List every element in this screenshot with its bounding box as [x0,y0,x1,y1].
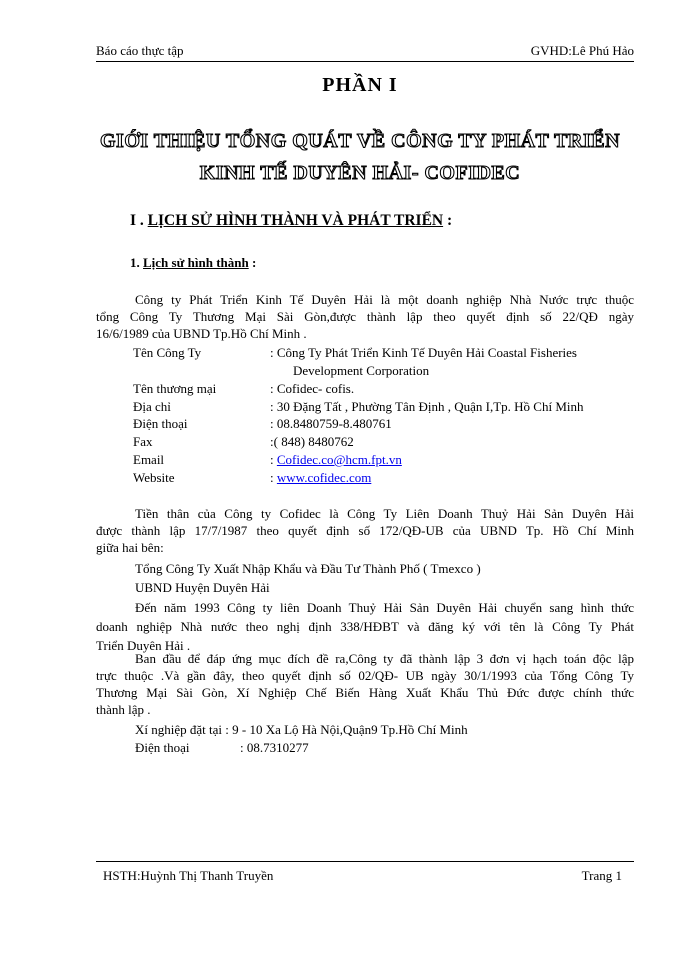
header-right: GVHD:Lê Phú Hảo [530,43,634,58]
phone-value: : 08.8480759-8.480761 [270,416,392,431]
subsection-suffix: : [248,255,257,270]
intro-line-2: tổng Công Ty Thương Mại Sài Gòn,được thành lập theo quyết định số 22/QĐ ngày [96,309,634,324]
factory-phone-label: Điện thoại [135,740,190,755]
part-title: PHẦN I [322,74,398,96]
history-p2-line-1: Đến năm 1993 Công ty liên Doanh Thuỷ Hải Sản Duyên Hải chuyển sang hình thức [135,600,634,615]
history-p3-line-4: thành lập . [96,702,151,717]
website-link[interactable]: www.cofidec.com [276,470,372,485]
section-title: LỊCH SỬ HÌNH THÀNH VÀ PHÁT TRIỂN [147,212,444,229]
history-p3-line-2: trực thuộc .Và gần đây, theo quyết định số 02/QĐ- UB ngày 30/1/1993 của Tổng Công Ty [96,668,634,683]
subsection-heading [130,255,256,271]
footer-right: Trang 1 [581,868,622,883]
section-number: I . [130,212,148,229]
website-label: Website [133,470,175,485]
history-p3-line-1: Ban đầu để đáp ứng mục đích đề ra,Công ty đã thành lập 3 đơn vị hạch toán độc lập [135,651,634,666]
main-title-line1: GIỚI THIỆU TỔNG QUÁT VỀ CÔNG TY PHÁT TRIỂN [99,130,621,152]
company-name-value: : Công Ty Phát Triển Kinh Tế Duyên Hải Coastal Fisheries [270,345,577,360]
subsection-title: Lịch sử hình thành [143,255,249,270]
fax-label: Fax [133,434,153,449]
address-label: Địa chỉ [133,399,171,414]
history-p1-line-3: giữa hai bên: [96,540,164,555]
trade-name-value: : Cofidec- cofis. [270,381,355,396]
email-label: Email [133,452,165,467]
company-name-value-cont: Development Corporation [293,363,430,378]
address-value: : 30 Đặng Tất , Phường Tân Định , Quận I,Tp. Hồ Chí Minh [270,399,584,414]
section-heading [130,212,452,230]
trade-name-label: Tên thương mại [133,381,217,396]
subsection-number: 1. [130,255,143,270]
intro-line-3: 16/6/1989 của UBND Tp.Hồ Chí Minh . [96,326,307,341]
footer-rule [96,861,634,862]
website-row [270,470,371,486]
email-row [270,452,402,468]
main-title-line2: KINH TẾ DUYÊN HẢI- COFIDEC [199,162,521,184]
factory-phone-value: : 08.7310277 [240,740,309,755]
company-name-label: Tên Công Ty [133,345,202,360]
email-link[interactable]: Cofidec.co@hcm.fpt.vn [276,452,402,467]
factory-address: Xí nghiệp đặt tại : 9 - 10 Xa Lộ Hà Nội,Quận9 Tp.Hồ Chí Minh [135,722,468,737]
history-p2-line-2: doanh nghiệp Nhà nước theo nghị định 338/HĐBT và đăng ký với tên là Công Ty Phát [96,619,634,634]
phone-label: Điện thoại [133,416,188,431]
header-rule [96,61,634,62]
intro-line-1: Công ty Phát Triển Kinh Tế Duyên Hải là một doanh nghiệp Nhà Nước trực thuộc [135,292,634,307]
party-1: Tổng Công Ty Xuất Nhập Khẩu và Đầu Tư Thành Phố ( Tmexco ) [135,561,481,576]
section-suffix: : [443,212,453,229]
history-p1-line-2: được thành lập 17/7/1987 theo quyết định số 172/QĐ-UB của UBND Tp. Hồ Chí Minh [96,523,634,538]
history-p2-line-3: Triển Duyên Hải . [96,638,191,653]
website-prefix: : [270,470,277,485]
history-p3-line-3: Thương Mại Sài Gòn, Xí Nghiệp Chế Biến Hàng Xuất Khẩu Thủ Đức được chính thức [96,685,634,700]
footer-left: HSTH:Huỳnh Thị Thanh Truyền [103,868,274,883]
header-left: Báo cáo thực tập [96,43,184,58]
history-p1-line-1: Tiền thân của Công ty Cofidec là Công Ty Liên Doanh Thuỷ Hải Sản Duyên Hải [135,506,634,521]
party-2: UBND Huyện Duyên Hải [135,580,270,595]
email-prefix: : [270,452,277,467]
fax-value: :( 848) 8480762 [270,434,354,449]
